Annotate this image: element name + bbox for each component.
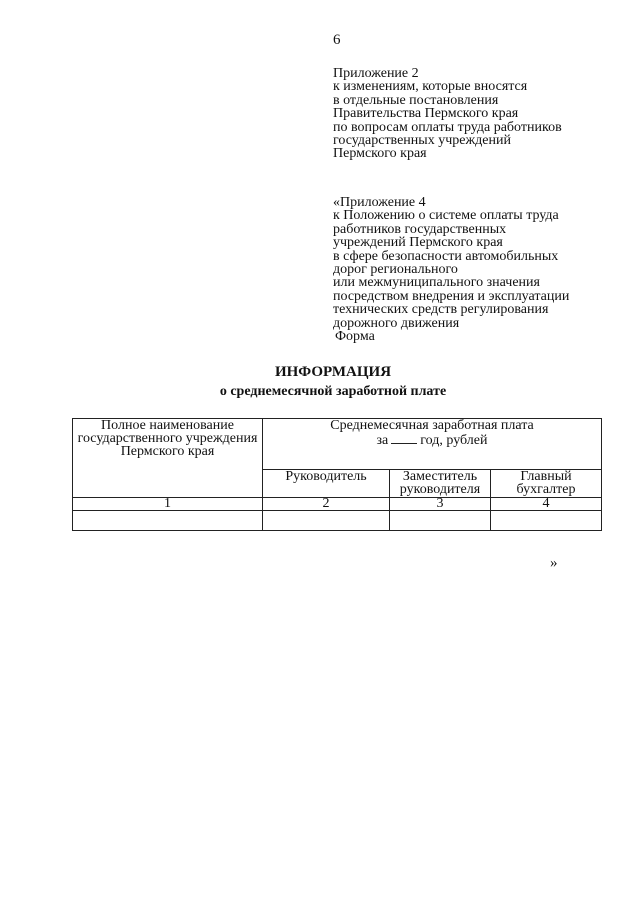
appendix-4-header [333,196,569,330]
form-label: Форма [335,329,375,344]
column-number: 3 [390,498,491,511]
appendix-2-line: Пермского края [333,146,427,162]
appendix-4-line: дорог регионального [333,262,458,278]
appendix-4-line: технических средств регулирования [333,302,549,318]
appendix-2-line: Правительства Пермского края [333,106,519,122]
year-blank-field[interactable] [391,432,417,444]
table-row [73,511,602,531]
appendix-2-line: Приложение 2 [333,66,419,81]
header-period-prefix: за [376,433,389,448]
column-number: 1 [73,498,263,511]
header-institution-name: Полное наименование государственного учреждения Пермского края [73,419,263,498]
appendix-4-line: «Приложение 4 [333,195,426,210]
table-cell-deputy[interactable] [390,511,491,531]
column-number: 4 [491,498,602,511]
appendix-4-line: посредством внедрения и эксплуатации [333,288,570,304]
salary-info-table [72,418,602,531]
table-cell-accountant[interactable] [491,511,602,531]
appendix-2-header [333,67,562,161]
header-average-salary-title: Среднемесячная заработная плата [330,418,534,433]
document-title: ИНФОРМАЦИЯ [274,364,392,380]
appendix-2-line: государственных учреждений [333,133,511,149]
header-deputy-director: Заместитель руководителя [390,470,491,498]
appendix-4-line: работников государственных [333,221,507,237]
appendix-2-line: к изменениям, которые вносятся [333,79,528,95]
table-header-row [73,419,602,470]
column-number: 2 [263,498,390,511]
header-period-suffix: год, рублей [420,433,488,448]
appendix-4-line: к Положению о системе оплаты труда [333,208,559,224]
header-director: Руководитель [263,470,390,498]
appendix-2-line: в отдельные постановления [333,92,499,108]
header-average-salary [263,419,602,470]
page-number: 6 [333,32,341,48]
header-chief-accountant: Главный бухгалтер [491,470,602,498]
table-cell-director[interactable] [263,511,390,531]
table-column-numbers-row [73,498,602,511]
appendix-4-line: или межмуниципального значения [333,275,540,291]
appendix-4-line: в сфере безопасности автомобильных [333,248,559,264]
table-cell-institution[interactable] [73,511,263,531]
appendix-4-line: учреждений Пермского края [333,235,503,251]
document-subtitle: о среднемесячной заработной плате [219,384,447,399]
appendix-4-line: дорожного движения [333,315,460,331]
closing-quote: » [550,555,558,571]
header-average-salary-period [266,432,598,447]
appendix-2-line: по вопросам оплаты труда работников [333,119,562,135]
